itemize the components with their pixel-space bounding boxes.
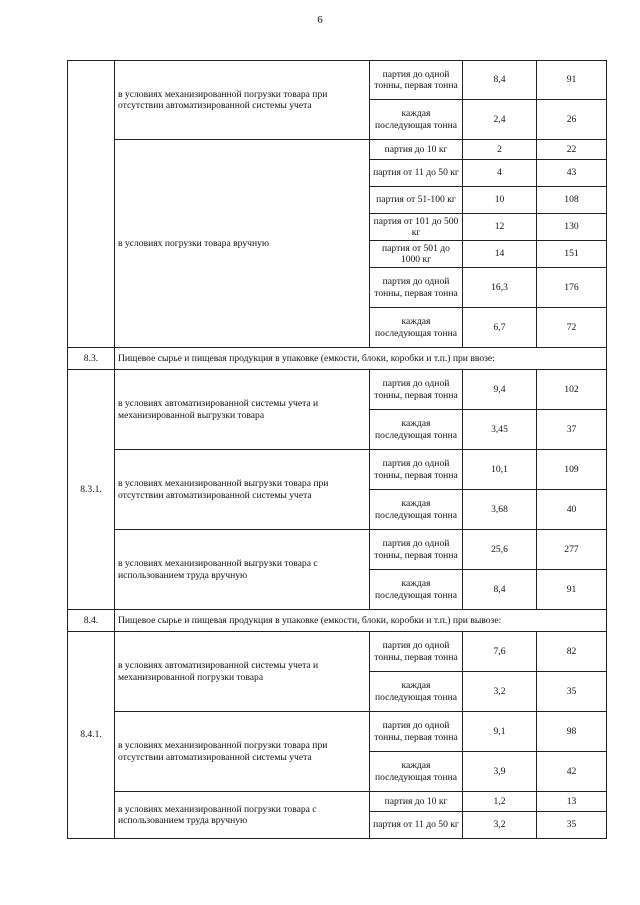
- rate-value: 9,1: [463, 712, 537, 752]
- rate-value: 8,4: [463, 61, 537, 100]
- batch-unit: партия от 11 до 50 кг: [370, 160, 463, 187]
- price-value: 130: [537, 214, 607, 241]
- item-code: 8.4.1.: [68, 632, 115, 839]
- batch-unit: партия до 10 кг: [370, 140, 463, 160]
- table-row: [68, 61, 607, 100]
- table-row: [68, 632, 607, 672]
- rate-value: 3,9: [463, 752, 537, 792]
- rate-value: 10,1: [463, 450, 537, 490]
- rate-value: 10: [463, 187, 537, 214]
- batch-unit: партия до 10 кг: [370, 792, 463, 812]
- condition-description: в условиях погрузки товара вручную: [115, 140, 370, 348]
- rate-value: 25,6: [463, 530, 537, 570]
- rate-value: 9,4: [463, 370, 537, 410]
- tariff-table: [67, 60, 607, 839]
- section-title: Пищевое сырье и пищевая продукция в упаковке (емкости, блоки, коробки и т.п.) при вывозе:: [115, 610, 607, 632]
- price-value: 277: [537, 530, 607, 570]
- price-value: 26: [537, 100, 607, 140]
- batch-unit: партия от 501 до 1000 кг: [370, 241, 463, 268]
- page-number: 6: [317, 14, 323, 26]
- table-row: [68, 450, 607, 490]
- section-title: Пищевое сырье и пищевая продукция в упаковке (емкости, блоки, коробки и т.п.) при ввозе:: [115, 348, 607, 370]
- rate-value: 3,2: [463, 672, 537, 712]
- batch-unit: каждая последующая тонна: [370, 672, 463, 712]
- section-code: 8.4.: [68, 610, 115, 632]
- item-code: 8.3.1.: [68, 370, 115, 610]
- batch-unit: каждая последующая тонна: [370, 308, 463, 348]
- rate-value: 12: [463, 214, 537, 241]
- price-value: 42: [537, 752, 607, 792]
- price-value: 98: [537, 712, 607, 752]
- price-value: 22: [537, 140, 607, 160]
- batch-unit: каждая последующая тонна: [370, 752, 463, 792]
- section-row: [68, 610, 607, 632]
- condition-description: в условиях механизированной выгрузки товара при отсутствии автоматизированной системы учета: [115, 450, 370, 530]
- table-row: [68, 792, 607, 812]
- batch-unit: партия от 51-100 кг: [370, 187, 463, 214]
- price-value: 13: [537, 792, 607, 812]
- price-value: 35: [537, 812, 607, 839]
- condition-description: в условиях механизированной выгрузки товара с использованием труда вручную: [115, 530, 370, 610]
- item-code: [68, 61, 115, 348]
- section-code: 8.3.: [68, 348, 115, 370]
- batch-unit: каждая последующая тонна: [370, 100, 463, 140]
- condition-description: в условиях механизированной погрузки товара с использованием труда вручную: [115, 792, 370, 839]
- price-value: 151: [537, 241, 607, 268]
- rate-value: 8,4: [463, 570, 537, 610]
- batch-unit: партия до одной тонны, первая тонна: [370, 530, 463, 570]
- price-value: 82: [537, 632, 607, 672]
- price-value: 72: [537, 308, 607, 348]
- price-value: 91: [537, 570, 607, 610]
- section-row: [68, 348, 607, 370]
- batch-unit: каждая последующая тонна: [370, 570, 463, 610]
- rate-value: 2,4: [463, 100, 537, 140]
- condition-description: в условиях механизированной погрузки товара при отсутствии автоматизированной системы учета: [115, 712, 370, 792]
- batch-unit: партия от 101 до 500 кг: [370, 214, 463, 241]
- condition-description: в условиях автоматизированной системы учета и механизированной погрузки товара: [115, 632, 370, 712]
- price-value: 40: [537, 490, 607, 530]
- batch-unit: партия до одной тонны, первая тонна: [370, 370, 463, 410]
- price-value: 108: [537, 187, 607, 214]
- rate-value: 3,45: [463, 410, 537, 450]
- rate-value: 1,2: [463, 792, 537, 812]
- batch-unit: партия до одной тонны, первая тонна: [370, 61, 463, 100]
- price-value: 43: [537, 160, 607, 187]
- rate-value: 4: [463, 160, 537, 187]
- batch-unit: каждая последующая тонна: [370, 490, 463, 530]
- rate-value: 3,2: [463, 812, 537, 839]
- batch-unit: каждая последующая тонна: [370, 410, 463, 450]
- table-row: [68, 140, 607, 160]
- batch-unit: партия до одной тонны, первая тонна: [370, 632, 463, 672]
- table-row: [68, 712, 607, 752]
- price-value: 37: [537, 410, 607, 450]
- price-value: 176: [537, 268, 607, 308]
- price-value: 35: [537, 672, 607, 712]
- batch-unit: партия до одной тонны, первая тонна: [370, 450, 463, 490]
- rate-value: 6,7: [463, 308, 537, 348]
- table-row: [68, 530, 607, 570]
- price-value: 102: [537, 370, 607, 410]
- batch-unit: партия до одной тонны, первая тонна: [370, 712, 463, 752]
- rate-value: 3,68: [463, 490, 537, 530]
- condition-description: в условиях механизированной погрузки товара при отсутствии автоматизированной системы учета: [115, 61, 370, 140]
- rate-value: 2: [463, 140, 537, 160]
- batch-unit: партия до одной тонны, первая тонна: [370, 268, 463, 308]
- batch-unit: партия от 11 до 50 кг: [370, 812, 463, 839]
- condition-description: в условиях автоматизированной системы учета и механизированной выгрузки товара: [115, 370, 370, 450]
- rate-value: 16,3: [463, 268, 537, 308]
- rate-value: 14: [463, 241, 537, 268]
- rate-value: 7,6: [463, 632, 537, 672]
- price-value: 109: [537, 450, 607, 490]
- price-value: 91: [537, 61, 607, 100]
- table-row: [68, 370, 607, 410]
